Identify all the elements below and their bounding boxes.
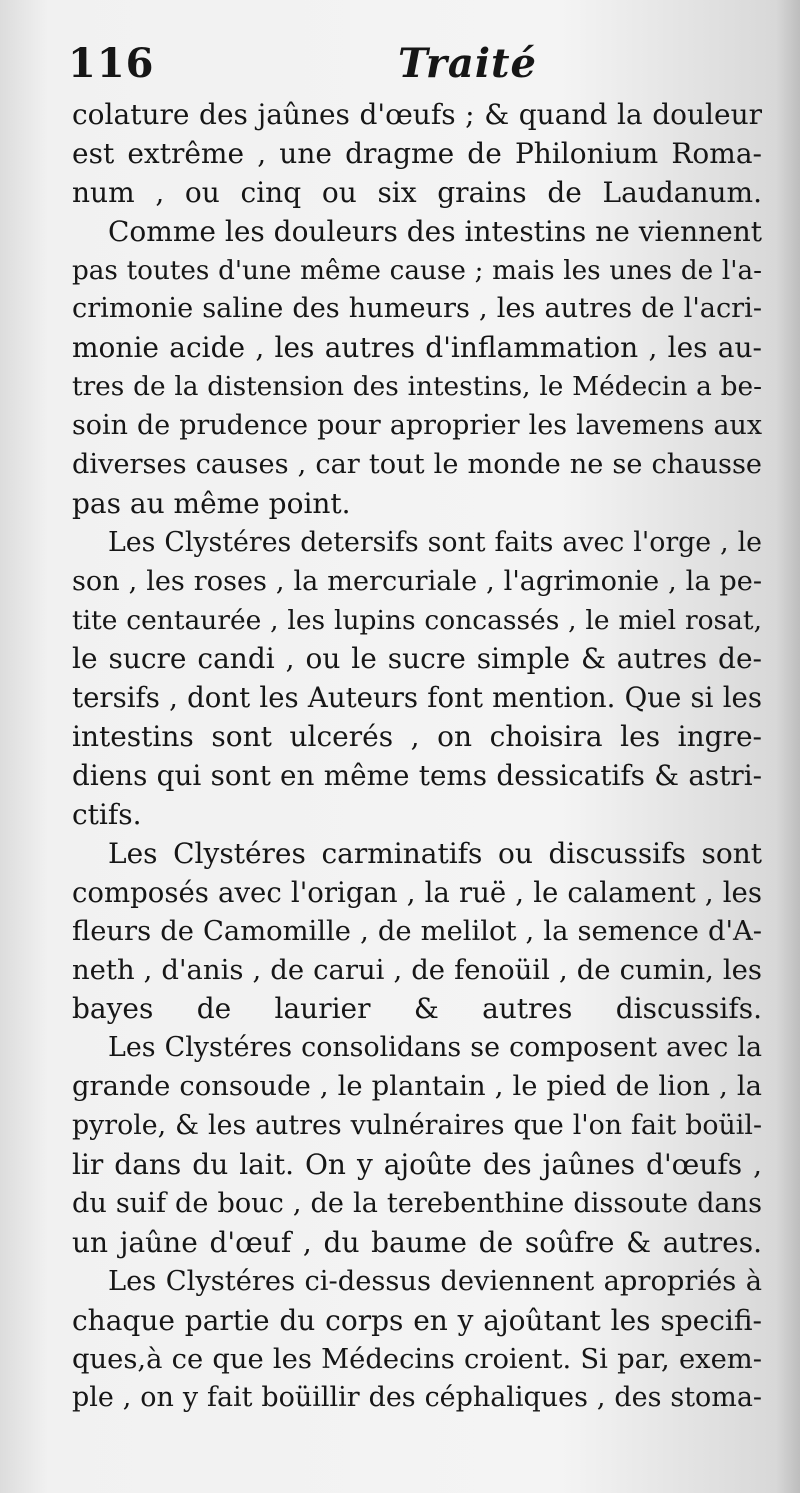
page-header [68,40,758,96]
text-line: pyrole, & les autres vulnéraires que l'on fait boüil- [72,1110,762,1142]
text-line: neth , d'anis , de carui , de fenoüil , de cumin, les [72,954,762,986]
text-line: tres de la distension des intestins, le Médecin a be- [72,372,762,403]
text-line: ple , on y fait boüillir des céphaliques , des stoma- [72,1382,762,1414]
text-line: Les Clystéres carminatifs ou discussifs sont [108,836,762,870]
text-line: colature des jaûnes d'œufs ; & quand la douleur [72,98,762,131]
text-line: pas toutes d'une même cause ; mais les unes de l'a- [72,255,762,286]
running-title: Traité [398,40,537,87]
text-line: ctifs. [72,798,142,832]
text-line: composés avec l'origan , la ruë , le calament , les [72,876,762,909]
text-line: bayes de laurier & autres discussifs. [72,992,762,1026]
text-line: chaque partie du corps en y ajoûtant les specifi- [72,1303,762,1337]
text-line: est extrême , une dragme de Philonium Roma- [72,136,762,170]
text-line: Les Clystéres ci-dessus deviennent apropriés à [108,1265,762,1297]
text-line: diens qui sont en même tems dessicatifs & astri- [72,759,762,793]
text-line: tersifs , dont les Auteurs font mention. Que si les [72,681,762,715]
page-number: 116 [68,40,155,87]
text-line: ques,à ce que les Médecins croient. Si par, exem- [72,1343,762,1375]
text-line: un jaûne d'œuf , du baume de soûfre & autres. [72,1225,762,1259]
text-line: le sucre candi , ou le sucre simple & autres de- [72,642,762,676]
text-line: diverses causes , car tout le monde ne se chausse [72,449,762,481]
text-line: tite centaurée , les lupins concassés , le miel rosat, [72,604,762,636]
text-line: grande consoude , le plantain , le pied de lion , la [72,1071,762,1103]
text-line: du suif de bouc , de la terebenthine dissoute dans [72,1187,762,1219]
text-line: pas au même point. [72,486,351,520]
text-line: son , les roses , la mercuriale , l'agrimonie , la pe- [72,565,762,597]
text-line: Les Clystéres consolidans se composent avec la [108,1032,762,1064]
text-line: monie acide , les autres d'inflammation , les au- [72,331,762,365]
text-line: crimonie saline des humeurs , les autres de l'acri- [72,293,762,325]
text-line: num , ou cinq ou six grains de Laudanum. [72,175,762,209]
text-line: Les Clystéres detersifs sont faits avec l'orge , le [108,526,762,558]
text-line: intestins sont ulcerés , on choisira les ingre- [72,720,762,754]
text-line: soin de prudence pour aproprier les lavemens aux [72,410,762,442]
text-line: fleurs de Camomille , de melilot , la semence d'A- [72,915,762,947]
body-text [72,96,762,1418]
text-line: Comme les douleurs des intestins ne viennent [108,214,762,248]
text-line: lir dans du lait. On y ajoûte des jaûnes d'œufs , [72,1148,762,1182]
